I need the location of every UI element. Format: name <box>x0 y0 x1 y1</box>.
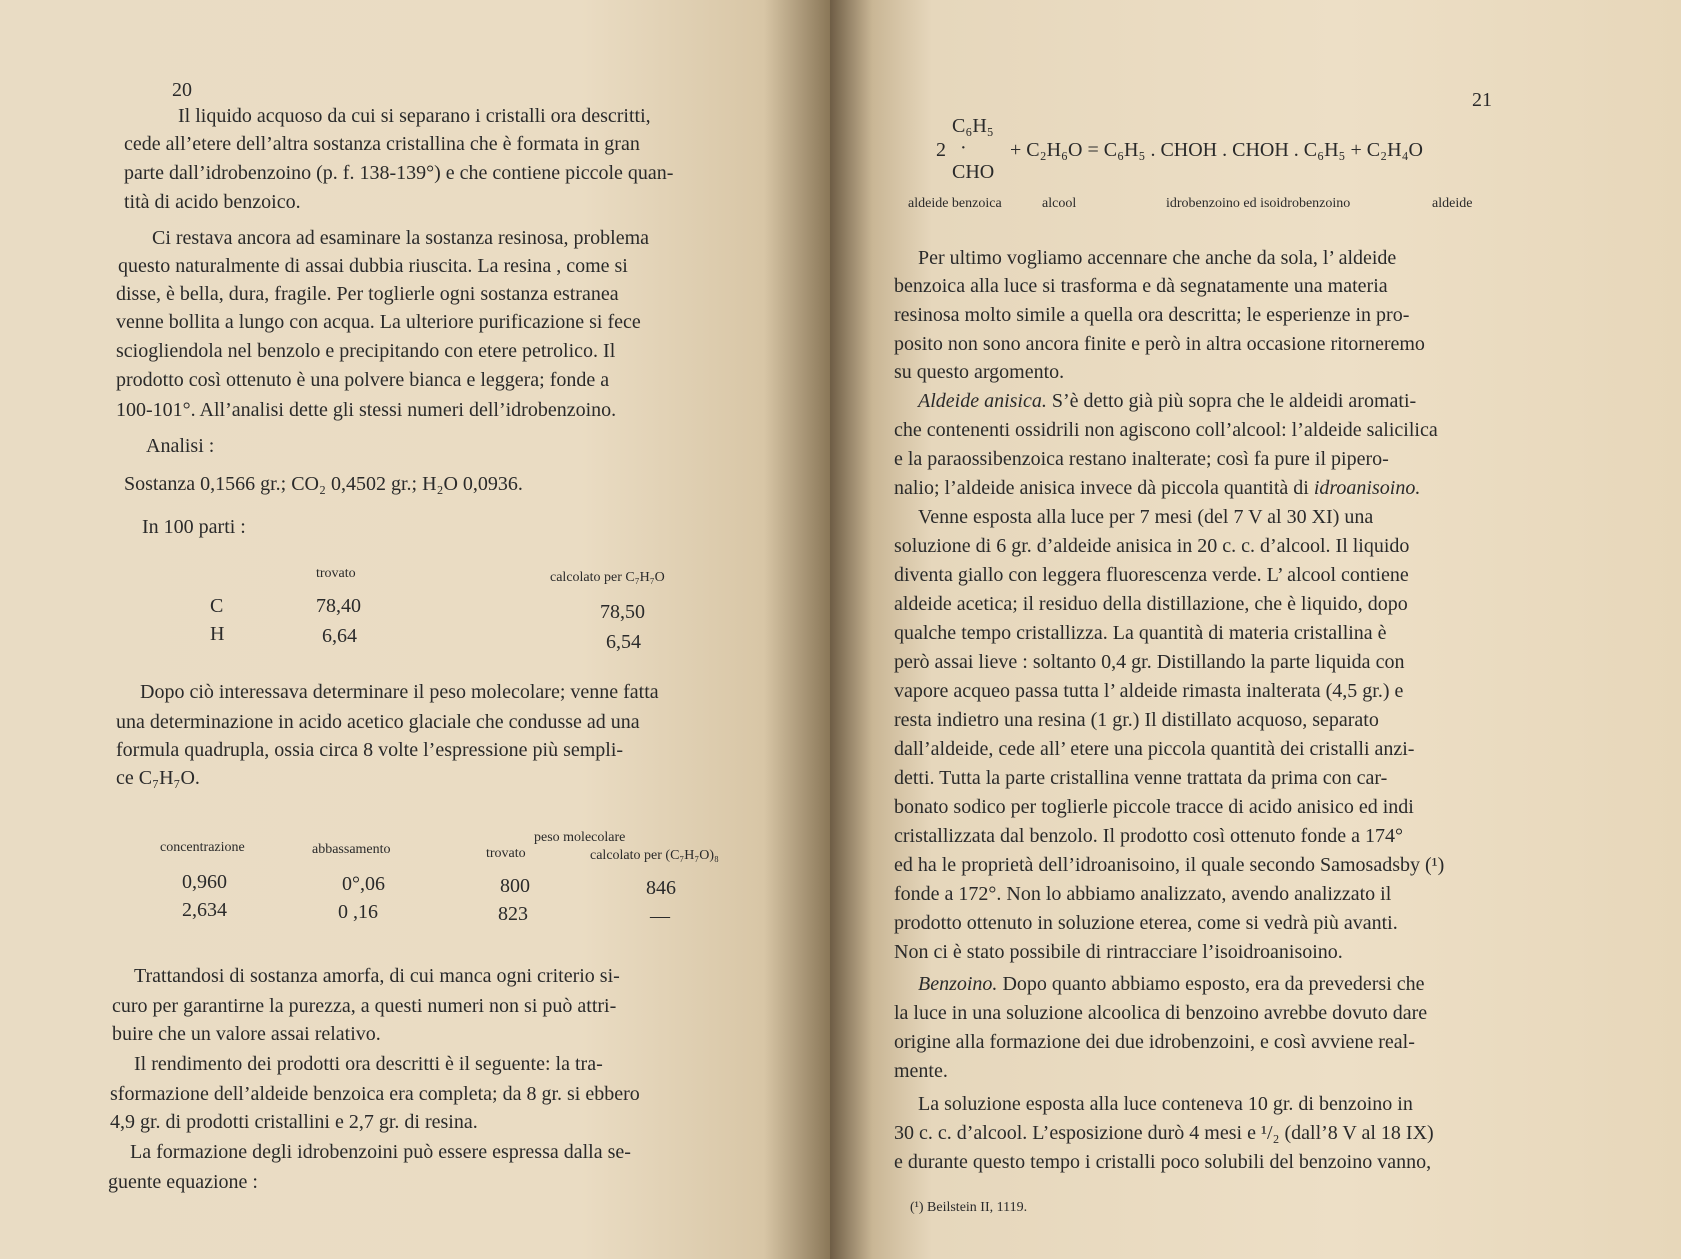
table-cell: 2,634 <box>182 899 227 921</box>
table-cell: C <box>210 595 224 617</box>
text-line: buire che un valore assai relativo. <box>112 1023 381 1045</box>
text-line: tità di acido benzoico. <box>124 191 301 213</box>
text-line: Il liquido acquoso da cui si separano i cristalli ora descritti, <box>178 105 651 127</box>
text-line: venne bollita a lungo con acqua. La ulteriore purificazione si fece <box>116 311 641 333</box>
text-line: Non ci è stato possibile di rintracciare l’isoidroanisoino. <box>894 941 1343 963</box>
section-title: Aldeide anisica. <box>918 390 1047 412</box>
table-header-conc: concentrazione <box>160 840 245 855</box>
text-line: 100-101°. All’analisi dette gli stessi numeri dell’idrobenzoino. <box>116 399 617 421</box>
table-header-trovato: trovato <box>486 846 526 861</box>
text-line: soluzione di 6 gr. d’aldeide anisica in 20 c. c. d’alcool. Il liquido <box>894 535 1410 557</box>
text-line: questo naturalmente di assai dubbia riuscita. La resina , come si <box>118 255 628 277</box>
text-line: guente equazione : <box>108 1171 258 1193</box>
eq-rest: + C₂H₆O = C₆H₅ . CHOH . CHOH . C₆H₅ + C₂H₄O <box>1010 139 1423 161</box>
section-title: Benzoino. <box>918 973 998 995</box>
eq-label: aldeide <box>1432 196 1473 211</box>
text-line: Ci restava ancora ad esaminare la sostanza resinosa, problema <box>152 227 650 249</box>
text-line: prodotto ottenuto in soluzione eterea, come si vedrà più avanti. <box>894 912 1398 934</box>
table-cell: 0 ,16 <box>338 901 378 923</box>
text-line: posito non sono ancora finite e però in altra occasione ritorneremo <box>894 333 1425 355</box>
text-line: parte dall’idrobenzoino (p. f. 138-139°) e che contiene piccole quan- <box>124 162 674 184</box>
page-number: 21 <box>1472 89 1492 111</box>
table-cell: 6,64 <box>322 625 357 647</box>
eq-bottom: CHO <box>952 161 995 183</box>
text-line: aldeide acetica; il residuo della distillazione, che è liquido, dopo <box>894 593 1408 615</box>
eq-label: aldeide benzoica <box>908 196 1002 211</box>
table-header-peso: peso molecolare <box>534 830 626 845</box>
text-line: su questo argomento. <box>894 361 1065 383</box>
text-line <box>918 972 1425 996</box>
italic-term: idroanisoino. <box>1313 477 1421 499</box>
text-line: La soluzione esposta alla luce conteneva 10 gr. di benzoino in <box>918 1093 1413 1115</box>
table-cell: H <box>210 623 225 645</box>
text-line: vapore acqueo passa tutta l’ aldeide rimasta inalterata (4,5 gr.) e <box>894 680 1404 702</box>
table-cell: — <box>650 905 670 927</box>
text-line: 30 c. c. d’alcool. L’esposizione durò 4 mesi e ¹/₂ (dall’8 V al 18 IX) <box>894 1122 1434 1144</box>
left-page <box>0 0 830 1259</box>
text-line: che contenenti ossidrili non agiscono coll’alcool: l’aldeide salicilica <box>894 419 1438 441</box>
table-cell: 823 <box>498 903 528 925</box>
text-line: 4,9 gr. di prodotti cristallini e 2,7 gr. di resina. <box>110 1111 478 1133</box>
table-cell: 78,50 <box>600 601 645 623</box>
text-line: la luce in una soluzione alcoolica di benzoino avrebbe dovuto dare <box>894 1002 1428 1024</box>
text-span: Dopo quanto abbiamo esposto, era da prevedersi che <box>997 973 1425 995</box>
text-line: cede all’etere dell’altra sostanza cristallina che è formata in gran <box>124 133 640 155</box>
table-header-calcolato: calcolato per (C₇H₇O)₈ <box>590 848 719 863</box>
text-span: nalio; l’aldeide anisica invece dà piccola quantità di <box>894 477 1314 499</box>
text-line: La formazione degli idrobenzoini può essere espressa dalla se- <box>130 1141 631 1163</box>
text-line: diventa giallo con leggera fluorescenza verde. L’ alcool contiene <box>894 564 1409 586</box>
text-line: Dopo ciò interessava determinare il peso molecolare; venne fatta <box>140 681 659 703</box>
eq-top: C₆H₅ <box>952 115 994 137</box>
text-line: curo per garantirne la purezza, a questi numeri non si può attri- <box>112 995 617 1017</box>
text-line: qualche tempo cristallizza. La quantità di materia cristallina è <box>894 622 1387 644</box>
table-cell: 846 <box>646 877 676 899</box>
text-line: Trattandosi di sostanza amorfa, di cui manca ogni criterio si- <box>134 965 620 987</box>
text-line: sciogliendola nel benzolo e precipitando con etere petrolico. Il <box>116 340 616 362</box>
text-line: però assai lieve : soltanto 0,4 gr. Distillando la parte liquida con <box>894 651 1405 673</box>
text-line: Per ultimo vogliamo accennare che anche da sola, l’ aldeide <box>918 247 1397 269</box>
text-line: bonato sodico per toglierle piccole tracce di acido anisico ed indi <box>894 796 1414 818</box>
eq-coef: 2 <box>936 139 946 161</box>
text-line: ed ha le proprietà dell’idroanisoino, il quale secondo Samosadsby (¹) <box>894 854 1445 876</box>
text-line: sformazione dell’aldeide benzoica era completa; da 8 gr. si ebbero <box>110 1083 640 1105</box>
text-line: una determinazione in acido acetico glaciale che condusse ad una <box>116 711 640 733</box>
table-cell: 78,40 <box>316 595 361 617</box>
text-line <box>918 389 1416 413</box>
text-line: fonde a 172°. Non lo abbiamo analizzato, avendo analizzato il <box>894 883 1392 905</box>
text-line: e la paraossibenzoica restano inalterate; così fa pure il pipero- <box>894 448 1389 470</box>
right-page <box>830 0 1681 1259</box>
text-span: S’è detto già più sopra che le aldeidi aromati- <box>1046 390 1417 412</box>
text-line: cristallizzata dal benzolo. Il prodotto così ottenuto fonde a 174° <box>894 825 1403 847</box>
table-cell: 6,54 <box>606 631 641 653</box>
text-line: formula quadrupla, ossia circa 8 volte l’espressione più sempli- <box>116 739 624 761</box>
text-line: Il rendimento dei prodotti ora descritti è il seguente: la tra- <box>134 1053 603 1075</box>
text-line: dall’aldeide, cede all’ etere una piccola quantità dei cristalli anzi- <box>894 738 1415 760</box>
table-cell: 0°,06 <box>342 873 385 895</box>
text-line <box>894 476 1420 500</box>
text-line: Venne esposta alla luce per 7 mesi (del 7 V al 30 XI) una <box>918 506 1374 528</box>
text-line: detti. Tutta la parte cristallina venne trattata da prima con car- <box>894 767 1388 789</box>
text-line: e durante questo tempo i cristalli poco solubili del benzoino vanno, <box>894 1151 1432 1173</box>
in-100-parti: In 100 parti : <box>142 516 246 538</box>
text-line: origine alla formazione dei due idrobenzoini, e così avviene real- <box>894 1031 1415 1053</box>
text-line: prodotto così ottenuto è una polvere bianca e leggera; fonde a <box>116 369 610 391</box>
text-line: resinosa molto simile a quella ora descritta; le esperienze in pro- <box>894 304 1410 326</box>
page-number: 20 <box>172 79 192 101</box>
table-header-calcolato: calcolato per C₇H₇O <box>550 570 665 585</box>
footnote: (¹) Beilstein II, 1119. <box>910 1200 1028 1215</box>
eq-label: alcool <box>1042 196 1077 211</box>
text-line: disse, è bella, dura, fragile. Per toglierle ogni sostanza estranea <box>116 283 619 305</box>
analisi-label: Analisi : <box>146 435 215 457</box>
text-line: ce C₇H₇O. <box>116 767 200 789</box>
text-line: mente. <box>894 1060 948 1082</box>
text-line: resta indietro una resina (1 gr.) Il distillato acquoso, separato <box>894 709 1379 731</box>
sostanza-line: Sostanza 0,1566 gr.; CO₂ 0,4502 gr.; H₂O 0,0936. <box>124 473 523 495</box>
text-line: benzoica alla luce si trasforma e dà segnatamente una materia <box>894 275 1388 297</box>
eq-label: idrobenzoino ed isoidrobenzoino <box>1166 196 1351 211</box>
table-cell: 0,960 <box>182 871 227 893</box>
table-cell: 800 <box>500 875 530 897</box>
eq-dot: · <box>960 137 967 159</box>
table-header-abb: abbassamento <box>312 842 391 857</box>
table-header-trovato: trovato <box>316 566 356 581</box>
